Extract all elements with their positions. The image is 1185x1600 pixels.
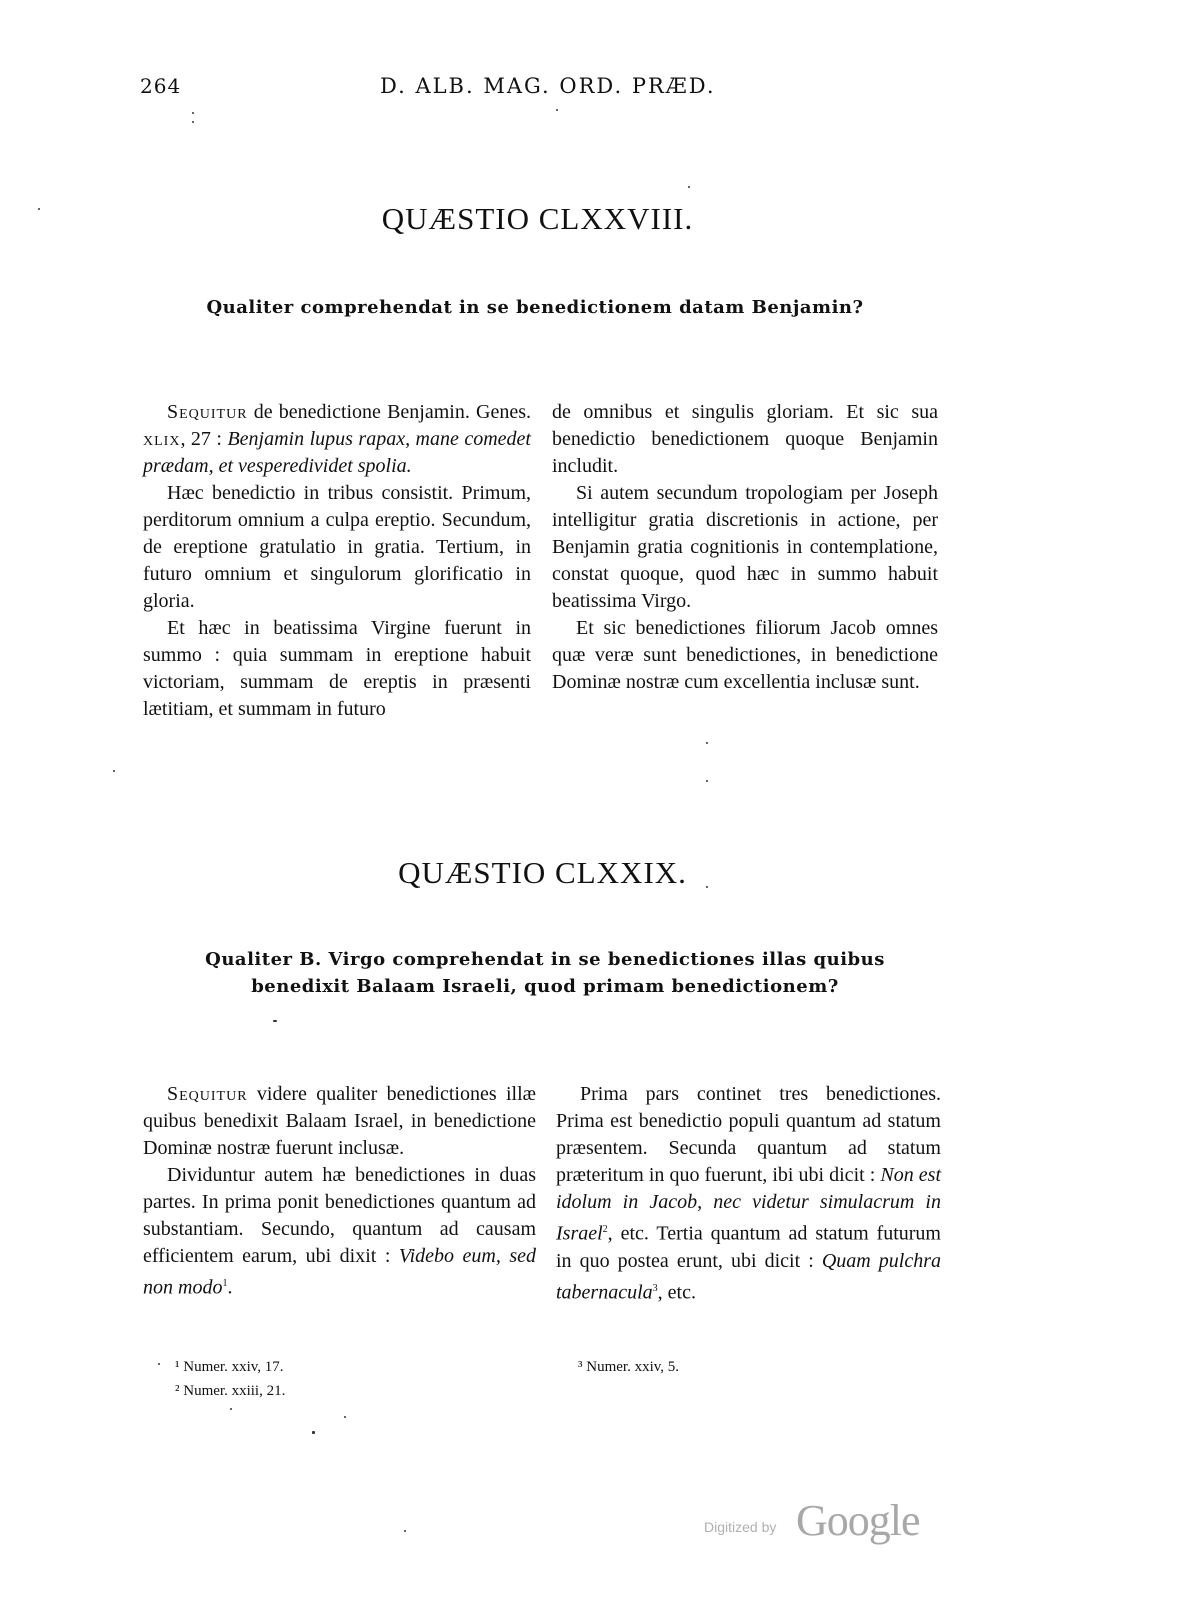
small-caps-lead: Sequitur [167, 1083, 248, 1105]
q179-title: QUÆSTIO CLXXIX. [398, 855, 687, 890]
q179-subtitle-line2: benedixit Balaam Israeli, quod primam benedictionem? [251, 976, 839, 997]
text-run: videre qualiter benedictiones illæ quibus benedixit Balaam Israel, in benedictione Dominæ nostræ fuerunt inclusæ. [143, 1083, 536, 1159]
running-title: D. ALB. MAG. ORD. PRÆD. [380, 74, 716, 98]
speck [113, 770, 115, 772]
text-run: de benedictione Benjamin. Genes. [247, 401, 531, 423]
footnote: ³ Numer. xxiv, 5. [578, 1359, 680, 1375]
speck [230, 1408, 232, 1410]
speck [312, 1431, 315, 1434]
watermark-prefix: Digitized by [704, 1519, 777, 1535]
q178-column-left [143, 399, 531, 723]
chapter-ref: xlix [143, 428, 181, 450]
footnotes-left [175, 1355, 285, 1403]
footnote: ¹ Numer. xxiv, 17. [175, 1359, 284, 1375]
speck [158, 1363, 160, 1365]
speck [706, 886, 708, 888]
italic-quotation: Quam pulchra tabernacula [556, 1249, 941, 1304]
page-number: 264 [140, 74, 182, 98]
footnote-marker: 1 [222, 1278, 228, 1289]
speck [344, 1416, 346, 1418]
italic-quotation: Videbo eum, sed non modo [143, 1245, 536, 1299]
paragraph: Et hæc in beatissima Virgine fuerunt in summo : quia summam in ereptione habuit victoriam, summam de ereptis in præsenti lætitiam, et summam in futuro [143, 617, 531, 720]
speck [404, 1530, 406, 1532]
footnote: ² Numer. xxiii, 21. [175, 1383, 286, 1399]
paragraph: Hæc benedictio in tribus consistit. Primum, perditorum omnium a culpa ereptio. Secundum, de ereptione gratulatio in gratia. Tertium, in futuro omnium et singulorum glorificatio in gloria. [143, 482, 531, 612]
speck [688, 186, 690, 188]
text-run: Dividuntur autem hæ benedictiones in duas partes. In prima ponit benedictiones quantum ad substantiam. Secundo, quantum ad causam efficientem earum, ubi dixit : [143, 1164, 536, 1267]
google-logo: Google [796, 1496, 920, 1545]
paragraph [556, 1081, 941, 1306]
italic-quotation: Non est idolum in Jacob, nec videtur simulacrum in Israel [556, 1164, 941, 1245]
q179-column-left [143, 1081, 536, 1302]
text-run: , 27 : [180, 428, 228, 450]
speck [273, 1020, 277, 1022]
text-run: . [227, 1276, 233, 1299]
digitized-watermark [700, 1495, 940, 1545]
speck [192, 121, 194, 123]
italic-quotation: Benjamin lupus rapax, mane comedet prædam, et vesperedividet spolia. [143, 428, 531, 477]
speck [706, 780, 708, 782]
footnote-marker: 2 [602, 1224, 608, 1235]
text-run: Prima pars continet tres benedictiones. Prima est benedictio populi quantum ad statum præsentem. Secunda quantum ad statum præteritum in quo fuerunt, ibi ubi dicit : [556, 1083, 941, 1186]
page-header [0, 74, 1185, 104]
q178-column-right [552, 399, 938, 696]
text-run: , etc. Tertia quantum ad statum futurum in quo postea erunt, ubi dicit : [556, 1222, 941, 1272]
small-caps-lead: Sequitur [167, 401, 248, 423]
footnote-marker: 3 [652, 1282, 658, 1294]
q179-subtitle-line1: Qualiter B. Virgo comprehendat in se benedictiones illas quibus [205, 949, 885, 970]
paragraph [143, 1162, 536, 1302]
paragraph [143, 1081, 536, 1162]
q179-column-right [556, 1081, 941, 1306]
paragraph: Si autem secundum tropologiam per Joseph intelligitur gratia discretionis in actione, per Benjamin gratia cognitionis in contemplatione, constat quoque, quod hæc in summo habuit beatissima Virgo. [552, 482, 938, 612]
paragraph [143, 399, 531, 480]
paragraph: Et sic benedictiones filiorum Jacob omnes quæ veræ sunt benedictiones, in benedictione Dominæ nostræ cum excellentia inclusæ sunt. [552, 617, 938, 693]
speck [556, 109, 558, 111]
q178-title: QUÆSTIO CLXXVIII. [381, 201, 694, 236]
speck [706, 742, 708, 744]
q178-subtitle: Qualiter comprehendat in se benedictionem datam Benjamin? [206, 297, 864, 318]
paragraph: de omnibus et singulis gloriam. Et sic sua benedictio benedictionem quoque Benjamin includit. [552, 401, 938, 477]
speck [38, 208, 40, 210]
footnotes-right [578, 1355, 679, 1379]
speck [192, 112, 194, 114]
text-run: , etc. [657, 1281, 696, 1304]
